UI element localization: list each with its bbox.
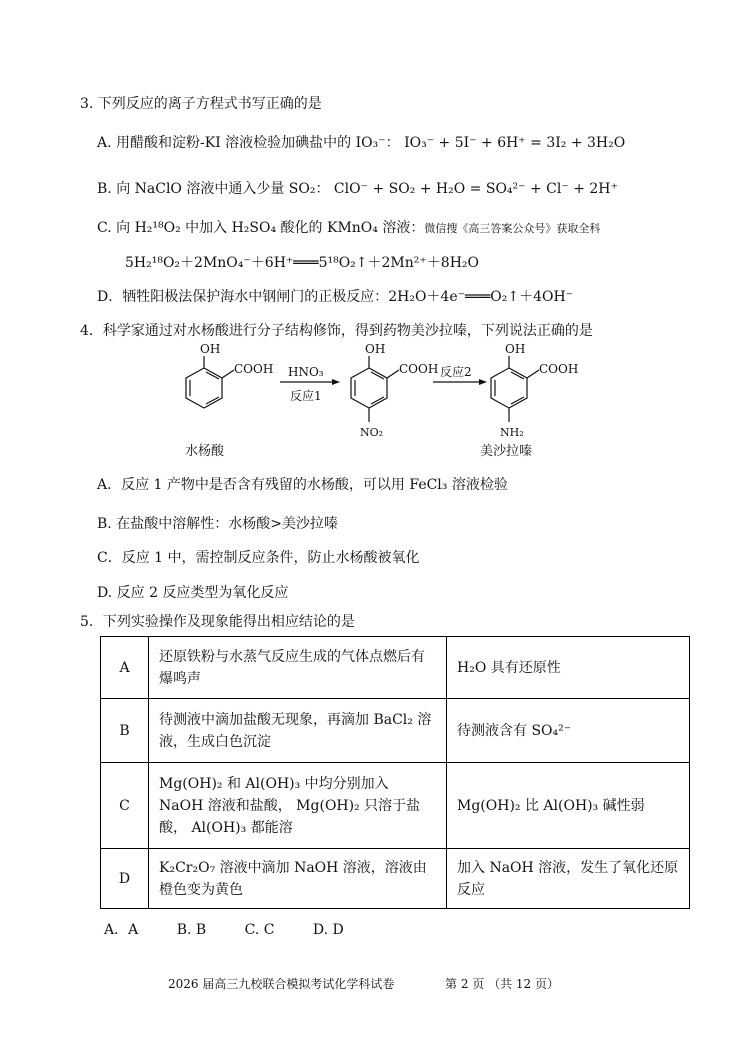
q5-stem: 5．下列实验操作及现象能得出相应结论的是 bbox=[80, 614, 355, 630]
row-label: C bbox=[101, 763, 149, 849]
step2-label: 反应2 bbox=[440, 365, 472, 379]
oh-label-1: OH bbox=[200, 342, 221, 356]
q5-answer-options bbox=[104, 919, 378, 939]
answer-option-d: D. D bbox=[312, 922, 344, 938]
oh-label-3: OH bbox=[505, 342, 526, 356]
mesalazine-name: 美沙拉嗪 bbox=[480, 444, 533, 459]
step1-label: 反应1 bbox=[290, 389, 322, 403]
q4-option-c: C．反应 1 中，需控制反应条件，防止水杨酸被氧化 bbox=[97, 550, 420, 566]
arrowhead-2-icon bbox=[479, 379, 487, 385]
row-operation: K₂Cr₂O₇ 溶液中滴加 NaOH 溶液，溶液由橙色变为黄色 bbox=[149, 849, 447, 909]
row-conclusion: Mg(OH)₂ 比 Al(OH)₃ 碱性弱 bbox=[447, 763, 690, 849]
table-row bbox=[101, 763, 690, 849]
row-label: A bbox=[101, 637, 149, 699]
cooh-label-3: COOH bbox=[539, 362, 579, 376]
row-operation: 待测液中滴加盐酸无现象，再滴加 BaCl₂ 溶液，生成白色沉淀 bbox=[149, 699, 447, 763]
row-operation: 还原铁粉与水蒸气反应生成的气体点燃后有爆鸣声 bbox=[149, 637, 447, 699]
cooh-label-2: COOH bbox=[399, 362, 439, 376]
table-row bbox=[101, 699, 690, 763]
footer-page-number: 第 2 页 （共 12 页） bbox=[445, 977, 559, 991]
no2-label: NO₂ bbox=[360, 426, 384, 439]
row-operation: Mg(OH)₂ 和 Al(OH)₃ 中均分别加入 NaOH 溶液和盐酸， Mg(OH)₂ 只溶于盐酸， Al(OH)₃ 都能溶 bbox=[149, 763, 447, 849]
nh2-label: NH₂ bbox=[500, 426, 524, 439]
answer-option-a: A．A bbox=[104, 922, 139, 938]
row-label: D bbox=[101, 849, 149, 909]
cooh-label-1: COOH bbox=[234, 362, 274, 376]
row-conclusion: 待测液含有 SO₄²⁻ bbox=[447, 699, 690, 763]
arrowhead-1-icon bbox=[332, 379, 340, 385]
benzene-ring-1 bbox=[186, 368, 222, 408]
q4-option-d: D. 反应 2 反应类型为氧化反应 bbox=[97, 585, 289, 601]
benzene-ring-2 bbox=[351, 368, 387, 408]
row-conclusion: 加入 NaOH 溶液，发生了氧化还原反应 bbox=[447, 849, 690, 909]
q3-option-c-text: C. 向 H₂¹⁸O₂ 中加入 H₂SO₄ 酸化的 KMnO₄ 溶液： bbox=[97, 220, 425, 236]
experiment-table bbox=[100, 636, 690, 909]
oh-label-2: OH bbox=[365, 342, 386, 356]
q3-option-d: D．牺牲阳极法保护海水中钢闸门的正极反应：2H₂O＋4e⁻═══O₂↑＋4OH⁻ bbox=[97, 289, 574, 305]
q3-stem: 3. 下列反应的离子方程式书写正确的是 bbox=[80, 96, 322, 112]
q4-option-a: A．反应 1 产物中是否含有残留的水杨酸，可以用 FeCl₃ 溶液检验 bbox=[97, 477, 508, 493]
q3-option-b: B. 向 NaClO 溶液中通入少量 SO₂： ClO⁻ + SO₂ + H₂O = SO₄²⁻ + Cl⁻ + 2H⁺ bbox=[97, 181, 618, 197]
table-row bbox=[101, 849, 690, 909]
q3-option-c bbox=[97, 217, 600, 237]
benzene-ring-3 bbox=[491, 368, 527, 408]
salicylic-acid-name: 水杨酸 bbox=[185, 444, 225, 459]
row-label: B bbox=[101, 699, 149, 763]
reaction-scheme bbox=[170, 340, 590, 465]
answer-option-c: C. C bbox=[244, 922, 275, 938]
table-row bbox=[101, 637, 690, 699]
q3-option-c-equation: 5H₂¹⁸O₂＋2MnO₄⁻＋6H⁺═══5¹⁸O₂↑＋2Mn²⁺＋8H₂O bbox=[125, 255, 479, 271]
q4-option-b: B. 在盐酸中溶解性：水杨酸>美沙拉嗪 bbox=[97, 516, 338, 532]
footer-title: 2026 届高三九校联合模拟考试化学科试卷 bbox=[168, 977, 395, 991]
q3-option-c-note: 微信搜《高三答案公众号》获取全科 bbox=[424, 222, 601, 235]
reagent-label: HNO₃ bbox=[288, 365, 324, 379]
q3-option-a: A. 用醋酸和淀粉-KI 溶液检验加碘盐中的 IO₃⁻： IO₃⁻ + 5I⁻ + 6H⁺ = 3I₂ + 3H₂O bbox=[97, 135, 626, 151]
q4-stem: 4．科学家通过对水杨酸进行分子结构修饰，得到药物美沙拉嗪，下列说法正确的是 bbox=[80, 323, 593, 339]
row-conclusion: H₂O 具有还原性 bbox=[447, 637, 690, 699]
answer-option-b: B. B bbox=[176, 922, 207, 938]
